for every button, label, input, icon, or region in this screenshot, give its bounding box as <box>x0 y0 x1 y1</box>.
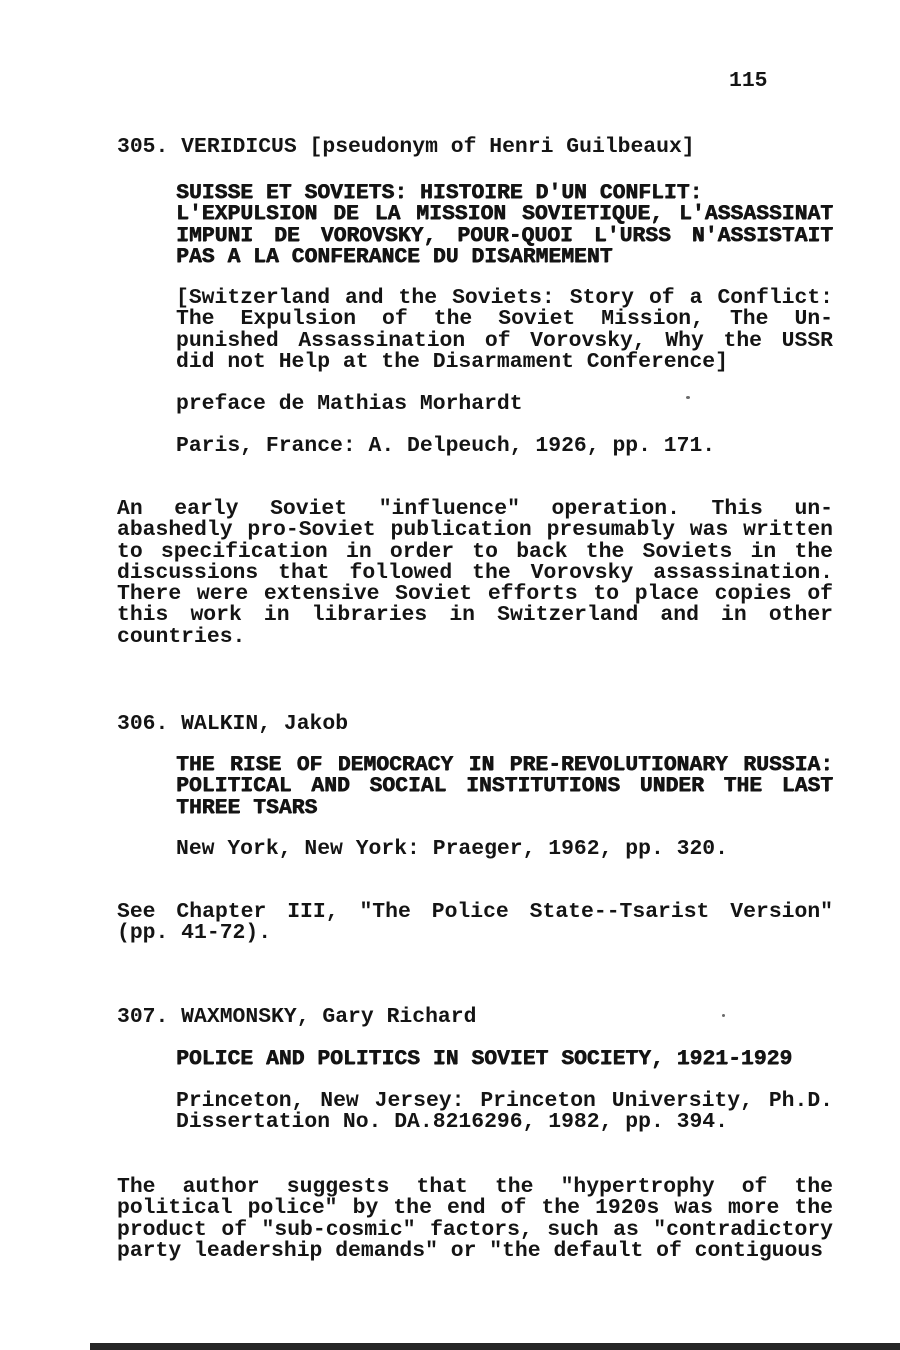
entry-306-annotation <box>117 902 833 945</box>
annotation-line: (pp. 41-72). <box>117 921 272 946</box>
title-line: PAS A LA CONFERANCE DU DISARMEMENT <box>176 244 613 269</box>
entry-305-imprint <box>176 436 833 457</box>
entry-heading-text: 306. WALKIN, Jakob <box>117 712 349 736</box>
translation-line: [Switzerland and the Soviets: Story of a Conflict: <box>176 286 833 310</box>
scan-speck <box>722 1014 725 1017</box>
translation-line: punished Assassination of Vorovsky, Why the USSR <box>176 328 833 353</box>
scan-speck <box>686 396 690 399</box>
title-line: THREE TSARS <box>176 795 318 820</box>
entry-307-annotation <box>117 1177 833 1262</box>
imprint-line: Dissertation No. DA.8216296, 1982, pp. 394. <box>176 1110 728 1135</box>
annotation-line: abashedly pro-Soviet publication presumably was written <box>117 518 833 543</box>
imprint-text: Paris, France: A. Delpeuch, 1926, pp. 171. <box>176 434 716 458</box>
entry-heading-307 <box>117 1007 833 1028</box>
annotation-line: product of "sub-cosmic" factors, such as "contradictory <box>117 1217 833 1242</box>
entry-305-title <box>176 183 833 268</box>
page-number: 115 <box>729 69 768 93</box>
entry-306-title <box>176 755 833 819</box>
imprint-text: New York, New York: Praeger, 1962, pp. 320. <box>176 837 728 861</box>
annotation-line: this work in libraries in Switzerland and in other <box>117 603 833 628</box>
entry-305-annotation <box>117 499 833 648</box>
entry-heading-306 <box>117 714 833 735</box>
annotation-line: See Chapter III, "The Police State--Tsarist Version" <box>117 900 833 924</box>
entry-heading-text: 305. VERIDICUS [pseudonym of Henri Guilbeaux] <box>117 135 695 159</box>
preface-text: preface de Mathias Morhardt <box>176 392 523 416</box>
title-line: POLICE AND POLITICS IN SOVIET SOCIETY, 1921-1929 <box>176 1047 793 1071</box>
entry-307-imprint <box>176 1091 833 1134</box>
annotation-line: There were extensive Soviet efforts to place copies of <box>117 582 833 607</box>
translation-line: The Expulsion of the Soviet Mission, The Un- <box>176 307 833 332</box>
annotation-line: discussions that followed the Vorovsky assassination. <box>117 560 833 585</box>
entry-306-imprint <box>176 839 833 860</box>
scan-edge-bar <box>90 1343 900 1350</box>
annotation-line: political police" by the end of the 1920s was more the <box>117 1196 833 1221</box>
imprint-line: Princeton, New Jersey: Princeton University, Ph.D. <box>176 1089 833 1113</box>
entry-heading-305 <box>117 137 833 158</box>
title-line: THE RISE OF DEMOCRACY IN PRE-REVOLUTIONARY RUSSIA: <box>176 753 833 777</box>
translation-line: did not Help at the Disarmament Conference] <box>176 349 728 374</box>
entry-305-translation <box>176 288 833 373</box>
annotation-line: The author suggests that the "hypertrophy of the <box>117 1175 833 1199</box>
annotation-line: countries. <box>117 624 246 649</box>
entry-heading-text: 307. WAXMONSKY, Gary Richard <box>117 1005 477 1029</box>
annotation-line: to specification in order to back the Soviets in the <box>117 539 833 564</box>
title-line: SUISSE ET SOVIETS: HISTOIRE D'UN CONFLIT: <box>176 181 703 205</box>
title-line: L'EXPULSION DE LA MISSION SOVIETIQUE, L'ASSASSINAT <box>176 202 833 227</box>
title-line: POLITICAL AND SOCIAL INSTITUTIONS UNDER THE LAST <box>176 774 833 799</box>
title-line: IMPUNI DE VOROVSKY, POUR-QUOI L'URSS N'ASSISTAIT <box>176 223 833 248</box>
annotation-line: party leadership demands" or "the default of contiguous <box>117 1238 824 1263</box>
annotation-line: An early Soviet "influence" operation. This un- <box>117 497 833 521</box>
entry-307-title <box>176 1049 833 1070</box>
entry-305-preface <box>176 394 833 415</box>
